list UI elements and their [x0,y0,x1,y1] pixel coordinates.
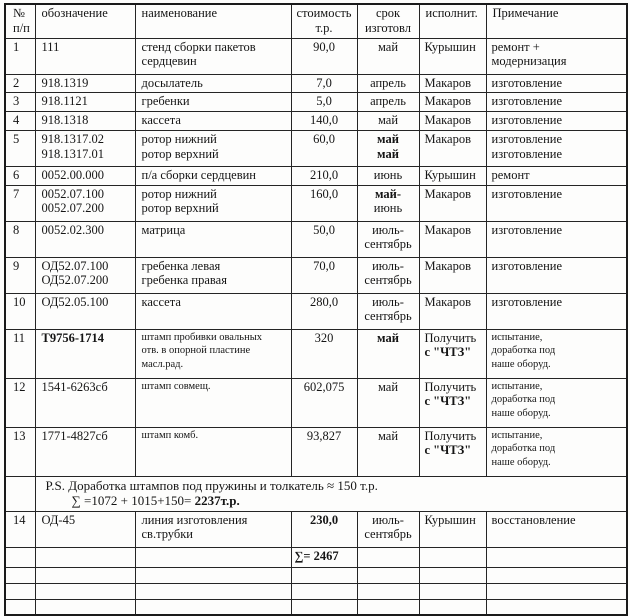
cell-cost: 60,0 [291,130,357,166]
table-row [5,293,627,329]
cell-term: май [357,427,419,476]
cell-name: кассета [135,293,291,329]
cell-cost: 210,0 [291,166,357,185]
cell-executor: Макаров [419,257,486,293]
table-row [5,329,627,378]
cell-designation: Т9756-1714 [35,329,135,378]
cell-executor: Получить с "ЧТЗ" [419,329,486,378]
cell-note [486,599,627,615]
cell-term: май [357,329,419,378]
cell-num: 3 [5,93,35,112]
cell-note: изготовление [486,221,627,257]
cell-executor: Макаров [419,293,486,329]
table-row [5,38,627,74]
cell-cost [291,583,357,599]
ps-note-cell: P.S. Доработка штампов под пружины и толкатель ≈ 150 т.р. ∑ =1072 + 1015+150= 2237т.р. [35,476,627,511]
cell-term: июль- сентябрь [357,293,419,329]
table-row [5,427,627,476]
cell-executor [419,567,486,583]
cell-note [486,567,627,583]
cell-designation: 1541-6263сб [35,378,135,427]
cell-name: штамп комб. [135,427,291,476]
cell-cost: 280,0 [291,293,357,329]
cell-name: досылатель [135,74,291,93]
cell-cost: 93,827 [291,427,357,476]
cell-num [5,599,35,615]
cell-term: апрель [357,93,419,112]
cell-num: 10 [5,293,35,329]
cell-name: гребенка левая гребенка правая [135,257,291,293]
header-executor: исполнит. [419,4,486,38]
cell-term: май май [357,130,419,166]
cell-num: 9 [5,257,35,293]
cell-term: июль- сентябрь [357,221,419,257]
cell-note: восстановление [486,511,627,547]
empty-row [5,583,627,599]
table-row [5,378,627,427]
cell-term: июль- сентябрь [357,511,419,547]
cell-num: 5 [5,130,35,166]
cell-num [5,567,35,583]
cell-cost: 50,0 [291,221,357,257]
cell-name: ротор нижний ротор верхний [135,130,291,166]
table-row [5,221,627,257]
cell-num: 6 [5,166,35,185]
cell-term: май- июнь [357,185,419,221]
cell-cost: 140,0 [291,112,357,131]
cell-num: 7 [5,185,35,221]
cell-note: испытание, доработка под наше оборуд. [486,378,627,427]
cell-designation: 0052.00.000 [35,166,135,185]
header-row [5,4,627,38]
cell-name [135,547,291,567]
cell-designation [35,547,135,567]
cell-executor: Макаров [419,93,486,112]
header-designation: обозначение [35,4,135,38]
table-row [5,185,627,221]
cell-term [357,547,419,567]
cell-name: ротор нижний ротор верхний [135,185,291,221]
cell-cost: 90,0 [291,38,357,74]
cell-name: стенд сборки пакетов сердцевин [135,38,291,74]
cell-num: 4 [5,112,35,131]
cell-designation [35,567,135,583]
cell-note: изготовление [486,293,627,329]
cell-executor: Получить с "ЧТЗ" [419,427,486,476]
table-row [5,74,627,93]
cell-cost: 5,0 [291,93,357,112]
cell-cost: 7,0 [291,74,357,93]
cell-executor [419,599,486,615]
cell-name: гребенки [135,93,291,112]
cell-term: июль- сентябрь [357,257,419,293]
cell-executor: Макаров [419,74,486,93]
cell-designation: 918.1317.02 918.1317.01 [35,130,135,166]
cell-cost: 602,075 [291,378,357,427]
cell-num: 8 [5,221,35,257]
cell-designation [35,583,135,599]
cell-note: изготовление [486,74,627,93]
cell-num [5,547,35,567]
sum-row [5,547,627,567]
cell-name [135,599,291,615]
cell-executor: Курышин [419,38,486,74]
cell-num: 11 [5,329,35,378]
cell-designation: 0052.02.300 [35,221,135,257]
cell-name: п/а сборки сердцевин [135,166,291,185]
table-row [5,130,627,166]
cell-term [357,567,419,583]
cell-note [486,547,627,567]
equipment-plan-table [4,3,628,616]
cell-num [5,583,35,599]
cell-term [357,583,419,599]
cell-num: 12 [5,378,35,427]
cell-executor [419,547,486,567]
cell-term: июнь [357,166,419,185]
cell-cost: 320 [291,329,357,378]
cell-term [357,599,419,615]
cell-executor: Макаров [419,112,486,131]
cell-name [135,567,291,583]
cell-name [135,583,291,599]
cell-note: изготовление [486,93,627,112]
cell-executor: Курышин [419,511,486,547]
header-note: Примечание [486,4,627,38]
cell-cost: ∑= 2467 [291,547,357,567]
cell-note: изготовление [486,112,627,131]
cell-designation: ОД52.07.100 ОД52.07.200 [35,257,135,293]
cell-note [486,583,627,599]
cell-designation: 918.1318 [35,112,135,131]
table-row [5,511,627,547]
cell-executor: Курышин [419,166,486,185]
cell-executor [419,583,486,599]
cell-num: 2 [5,74,35,93]
cell-note: испытание, доработка под наше оборуд. [486,427,627,476]
cell-designation [35,599,135,615]
cell-num [5,476,35,511]
header-name: наименование [135,4,291,38]
ps-row [5,476,627,511]
cell-num: 13 [5,427,35,476]
cell-executor: Получить с "ЧТЗ" [419,378,486,427]
empty-row [5,567,627,583]
cell-term: май [357,378,419,427]
cell-executor: Макаров [419,221,486,257]
table-body [5,38,627,615]
cell-cost: 70,0 [291,257,357,293]
table-row [5,257,627,293]
cell-note: ремонт [486,166,627,185]
cell-executor: Макаров [419,185,486,221]
cell-name: кассета [135,112,291,131]
cell-num: 14 [5,511,35,547]
cell-term: май [357,112,419,131]
cell-cost [291,599,357,615]
cell-cost: 230,0 [291,511,357,547]
cell-designation: ОД52.05.100 [35,293,135,329]
cell-name: линия изготовления св.трубки [135,511,291,547]
header-term: срок изготовл [357,4,419,38]
cell-term: апрель [357,74,419,93]
cell-note: изготовление изготовление [486,130,627,166]
cell-term: май [357,38,419,74]
cell-num: 1 [5,38,35,74]
cell-designation: 918.1319 [35,74,135,93]
table-header [5,4,627,38]
cell-cost [291,567,357,583]
cell-designation: 918.1121 [35,93,135,112]
cell-name: штамп пробивки овальных отв. в опорной пластине масл.рад. [135,329,291,378]
cell-note: изготовление [486,257,627,293]
header-num: № п/п [5,4,35,38]
cell-note: испытание, доработка под наше оборуд. [486,329,627,378]
cell-note: изготовление [486,185,627,221]
table-row [5,166,627,185]
cell-executor: Макаров [419,130,486,166]
cell-designation: 0052.07.100 0052.07.200 [35,185,135,221]
cell-designation: 111 [35,38,135,74]
table-row [5,93,627,112]
empty-row [5,599,627,615]
cell-name: матрица [135,221,291,257]
table-row [5,112,627,131]
cell-note: ремонт + модернизация [486,38,627,74]
cell-name: штамп совмещ. [135,378,291,427]
cell-cost: 160,0 [291,185,357,221]
cell-designation: ОД-45 [35,511,135,547]
cell-designation: 1771-4827сб [35,427,135,476]
header-cost: стоимость т.р. [291,4,357,38]
